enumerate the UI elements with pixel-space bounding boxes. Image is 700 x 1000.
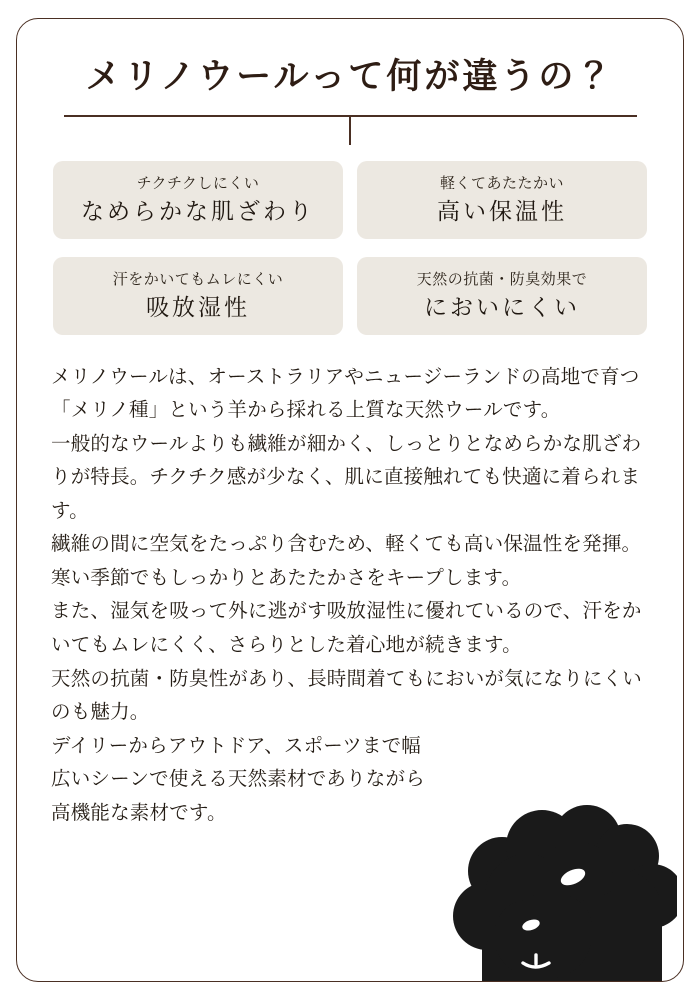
feature-subtitle: チクチクしにくい (136, 175, 260, 193)
body-paragraph: また、湿気を吸って外に逃がす吸放湿性に優れているので、汗をかいてもムレにくく、さらりとした着心地が続きます。 (51, 600, 642, 656)
feature-title: 高い保温性 (437, 197, 567, 224)
feature-card-moisture (53, 257, 343, 335)
body-paragraph: メリノウールは、オーストラリアやニュージーランドの高地で育つ「メリノ種」という羊から採れる上質な天然ウールです。 (51, 365, 640, 422)
description-body (51, 361, 649, 830)
body-paragraph: 一般的なウールよりも繊維が細かく、しっとりとなめらかな肌ざわりが特長。チクチク感が少なく、肌に直接触れても快適に着られます。 (51, 432, 642, 522)
feature-title: なめらかな肌ざわり (81, 197, 315, 224)
feature-grid (51, 161, 649, 335)
feature-title: 吸放湿性 (146, 293, 250, 320)
title-section (51, 55, 649, 145)
title-tick-mark (349, 117, 351, 145)
content-card (16, 18, 684, 982)
feature-title: においにくい (424, 293, 580, 320)
body-paragraph: 繊維の間に空気をたっぷり含むため、軽くても高い保温性を発揮。寒い季節でもしっかりとあたたかさをキープします。 (51, 533, 642, 589)
body-paragraph-final: デイリーからアウトドア、スポーツまで幅広いシーンで使える天然素材でありながら高機能な素材です。 (51, 734, 425, 824)
body-paragraph: 天然の抗菌・防臭性があり、長時間着てもにおいが気になりにくいのも魅力。 (51, 667, 643, 724)
card-inner (17, 19, 683, 981)
feature-card-warmth (357, 161, 647, 239)
feature-card-smoothness (53, 161, 343, 239)
page-title: メリノウールって何が違うの？ (85, 56, 615, 97)
feature-subtitle: 天然の抗菌・防臭効果で (416, 271, 588, 289)
feature-subtitle: 軽くてあたたかい (439, 175, 564, 193)
feature-card-odor (357, 257, 647, 335)
feature-subtitle: 汗をかいてもムレにくい (112, 271, 284, 289)
